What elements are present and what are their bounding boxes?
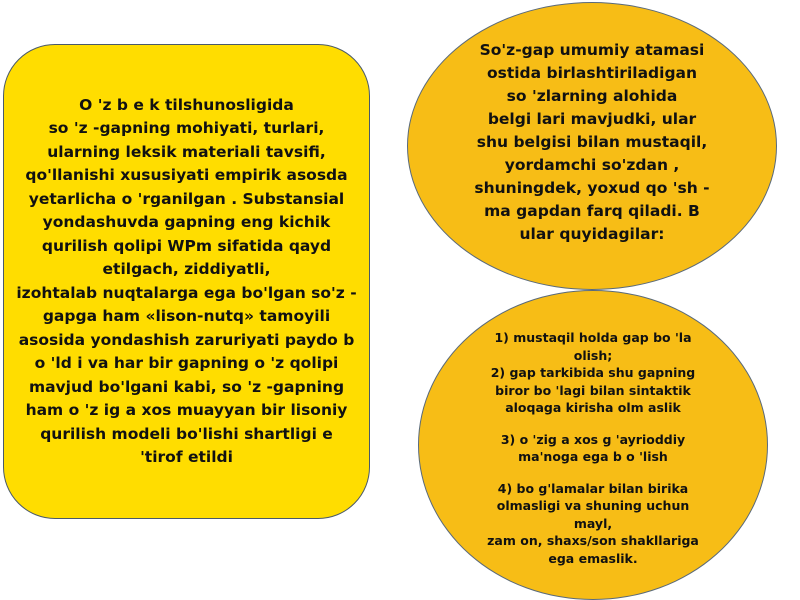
list-item: 1) mustaqil holda gap bo 'la olish; 2) gap tarkibida shu gapning biror bo 'lagi bilan sintaktik aloqaga kirisha olm aslik bbox=[490, 330, 696, 415]
summary-circle bbox=[407, 2, 777, 290]
summary-text: So'z-gap umumiy atamasi ostida birlashtiriladigan so 'zlarning alohida belgi lari mavjudki, ular shu belgisi bilan mustaqil, yordamchi so'zdan , shuningdek, yoxud qo 'sh - ma gapdan farq qiladi. B ular quyidagilar: bbox=[474, 41, 710, 243]
definition-text: O 'z b e k tilshunosligida so 'z -gapning mohiyati, turlari, ularning leksik materiali tavsifi, qo'llanishi xususiyati empirik asosda yetarlicha o 'rganilgan . Substansial yondashuvda gapning eng kichik qurilish qolipi WPm sifatida qayd etilgach, ziddiyatli, izohtalab nuqtalarga ega bo'lgan so'z - gapga ham «lison-nutq» tamoyili asosida yondashish zaruriyati paydo b o 'ld i va har bir gapning o 'z qolipi mavjud bo'lgani kabi, so 'z -gapning ham o 'z ig a xos muayyan bir lisoniy qurilish modeli bo'lishi shartligi e 'tirof etildi bbox=[16, 95, 357, 466]
definition-box bbox=[3, 44, 370, 519]
list-item: 3) o 'zig a xos g 'ayrioddiy ma'noga ega b o 'lish bbox=[500, 431, 686, 464]
list-item: 4) bo g'lamalar bilan birika olmasligi va shuning uchun mayl, zam on, shaxs/son shakllariga ega emaslik. bbox=[487, 480, 699, 566]
features-circle bbox=[418, 290, 768, 600]
features-list bbox=[476, 329, 711, 581]
